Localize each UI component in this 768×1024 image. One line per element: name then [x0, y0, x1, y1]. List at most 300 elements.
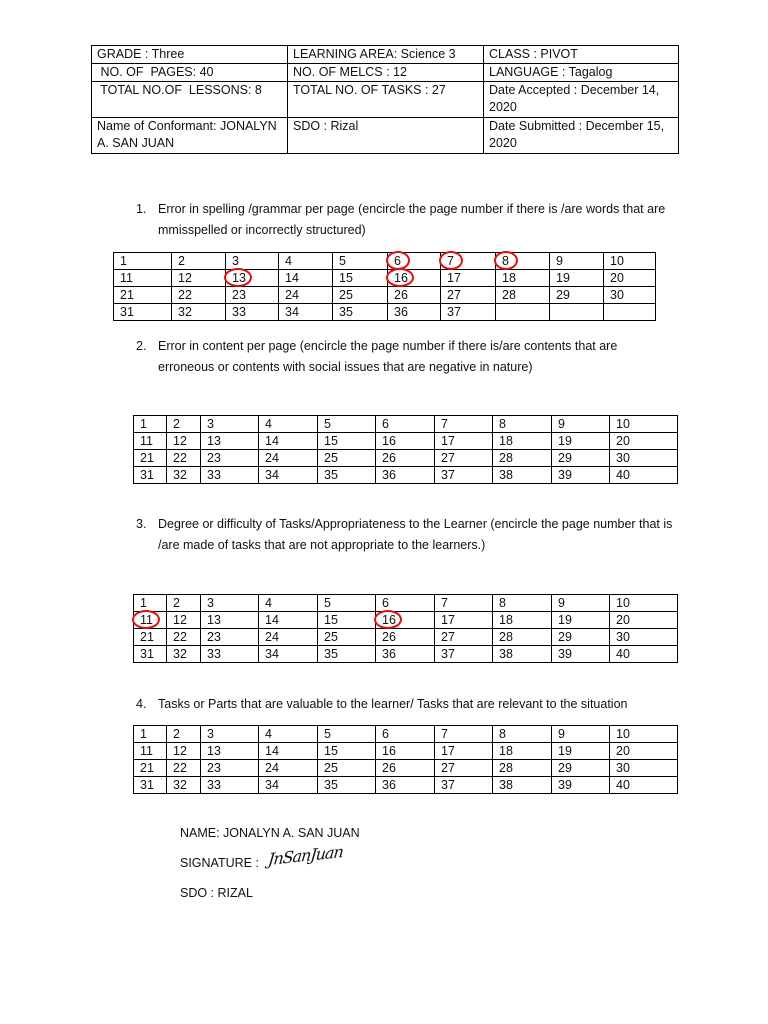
page-number-cell [259, 450, 318, 467]
page-number: 2 [173, 596, 180, 610]
page-number-cell [376, 450, 435, 467]
page-number: 24 [265, 761, 279, 775]
grid-row [134, 726, 678, 743]
page-number-cell [493, 416, 552, 433]
page-number: 35 [324, 647, 338, 661]
page-number: 18 [502, 271, 516, 285]
page-number: 34 [265, 468, 279, 482]
page-number: 29 [556, 288, 570, 302]
page-number-cell [134, 743, 167, 760]
page-number: 38 [499, 468, 513, 482]
page-number-cell [259, 743, 318, 760]
page-number-cell [134, 595, 167, 612]
page-number-cell [333, 304, 388, 321]
language-cell: LANGUAGE : Tagalog [484, 64, 679, 82]
page-number: 26 [382, 451, 396, 465]
page-number: 23 [232, 288, 246, 302]
page-number-cell [167, 726, 201, 743]
page-number: 14 [265, 434, 279, 448]
page-number-cell [167, 433, 201, 450]
page-number: 25 [324, 630, 338, 644]
page-number: 27 [441, 761, 455, 775]
page-number-cell [226, 253, 279, 270]
page-number-cell [496, 287, 550, 304]
page-number-cell [134, 726, 167, 743]
page-number-cell [201, 726, 259, 743]
page-number-cell [259, 777, 318, 794]
header-table [91, 45, 679, 154]
page-number: 11 [140, 613, 153, 627]
page-number-cell [318, 777, 376, 794]
page-number-cell [259, 467, 318, 484]
page-number: 10 [610, 254, 624, 268]
page-number: 22 [173, 451, 187, 465]
section-3-question [136, 514, 681, 556]
page-number-cell [441, 253, 496, 270]
page-number-cell [493, 777, 552, 794]
page-number: 21 [140, 451, 154, 465]
page-number-cell [172, 253, 226, 270]
page-number: 13 [207, 613, 221, 627]
page-number: 32 [173, 647, 187, 661]
page-number: 37 [441, 468, 455, 482]
page-number: 40 [616, 647, 630, 661]
page-number: 27 [447, 288, 461, 302]
sdo-cell: SDO : Rizal [288, 118, 484, 154]
page-number: 30 [610, 288, 624, 302]
page-number: 19 [558, 744, 572, 758]
page-number: 28 [499, 761, 513, 775]
page-number: 38 [499, 778, 513, 792]
page-number: 5 [339, 254, 346, 268]
page-number: 14 [265, 613, 279, 627]
page-number: 23 [207, 630, 221, 644]
conformant-cell: Name of Conformant: JONALYN A. SAN JUAN [92, 118, 288, 154]
page-number-cell [333, 253, 388, 270]
page-number-cell [134, 433, 167, 450]
page-number-cell [259, 646, 318, 663]
page-number-cell [167, 612, 201, 629]
page-number-cell [114, 253, 172, 270]
page-number: 4 [285, 254, 292, 268]
page-number: 6 [382, 417, 389, 431]
page-number: 20 [616, 434, 630, 448]
page-number: 31 [140, 468, 154, 482]
page-number: 5 [324, 596, 331, 610]
page-number: 10 [616, 417, 630, 431]
page-number-cell [167, 760, 201, 777]
date-accepted-cell: Date Accepted : December 14, 2020 [484, 82, 679, 118]
page-number: 25 [324, 761, 338, 775]
page-number-cell [201, 646, 259, 663]
page-number-cell [610, 433, 678, 450]
section-1-question [136, 199, 676, 241]
page-number: 31 [120, 305, 134, 319]
page-number: 24 [285, 288, 299, 302]
page-number: 23 [207, 761, 221, 775]
page-number-cell [376, 646, 435, 663]
page-number: 5 [324, 417, 331, 431]
page-number: 15 [339, 271, 353, 285]
page-number-cell [376, 726, 435, 743]
page-number-cell [279, 253, 333, 270]
page-number: 3 [207, 417, 214, 431]
page-number: 19 [558, 434, 572, 448]
page-number: 4 [265, 596, 272, 610]
page-number-cell [388, 270, 441, 287]
page-number-cell [552, 743, 610, 760]
page-number-cell [435, 595, 493, 612]
grid-row [134, 595, 678, 612]
page-number-cell [604, 287, 656, 304]
page-number-cell [441, 304, 496, 321]
page-number: 34 [265, 647, 279, 661]
page-number: 14 [265, 744, 279, 758]
page-number: 12 [173, 613, 187, 627]
page-number: 18 [499, 434, 513, 448]
page-number-cell [134, 416, 167, 433]
page-number-cell [333, 270, 388, 287]
page-number-cell [318, 726, 376, 743]
page-number-cell [493, 612, 552, 629]
section-text: Error in content per page (encircle the page number if there is/are contents that are erroneous or contents with social issues that are negative in nature) [158, 339, 618, 374]
page-number-cell [201, 595, 259, 612]
page-number: 24 [265, 451, 279, 465]
page-number: 13 [207, 434, 221, 448]
page-number: 1 [140, 727, 147, 741]
page-number: 5 [324, 727, 331, 741]
page-number: 28 [499, 630, 513, 644]
page-number: 35 [324, 468, 338, 482]
page-number-cell [388, 287, 441, 304]
page-number: 17 [441, 613, 455, 627]
page-number: 8 [499, 417, 506, 431]
page-number-cell [259, 433, 318, 450]
page-number: 3 [207, 727, 214, 741]
page-number-cell [435, 433, 493, 450]
page-number: 17 [441, 744, 455, 758]
page-number-cell [441, 270, 496, 287]
page-number-cell [493, 646, 552, 663]
section-text: Error in spelling /grammar per page (encircle the page number if there is /are words that are mmisspelled or incorrectly structured) [158, 202, 666, 237]
page-number: 25 [324, 451, 338, 465]
signature-label: SIGNATURE : [180, 856, 259, 870]
page-number-cell [552, 777, 610, 794]
page-number-cell [493, 450, 552, 467]
signature-mark: JnSanJuan [267, 841, 344, 870]
page-number: 35 [324, 778, 338, 792]
page-number: 32 [173, 778, 187, 792]
page-number: 15 [324, 434, 338, 448]
page-number: 21 [140, 761, 154, 775]
header-row [92, 82, 679, 118]
page-number-cell [610, 595, 678, 612]
grid-row [134, 646, 678, 663]
page-number-cell [552, 760, 610, 777]
section-text: Tasks or Parts that are valuable to the learner/ Tasks that are relevant to the situation [158, 697, 628, 711]
page-number-cell [318, 416, 376, 433]
page-number: 38 [499, 647, 513, 661]
page-number-cell [604, 253, 656, 270]
page-number: 8 [502, 254, 509, 268]
page-number-cell [259, 612, 318, 629]
page-number-cell [201, 433, 259, 450]
learning-area-cell: LEARNING AREA: Science 3 [288, 46, 484, 64]
page-number: 9 [556, 254, 563, 268]
page-number-cell [435, 629, 493, 646]
page-number: 22 [173, 761, 187, 775]
page-number: 16 [382, 613, 396, 627]
page-number-cell [134, 646, 167, 663]
page-number: 29 [558, 761, 572, 775]
page-number-cell [376, 743, 435, 760]
page-grid-3 [133, 594, 678, 663]
page-number: 30 [616, 630, 630, 644]
page-number-cell [172, 270, 226, 287]
page-number: 33 [207, 778, 221, 792]
page-number: 2 [173, 727, 180, 741]
page-number: 36 [382, 778, 396, 792]
page-number-cell [435, 743, 493, 760]
page-number: 25 [339, 288, 353, 302]
page-number: 15 [324, 744, 338, 758]
page-number-cell [376, 760, 435, 777]
page-number-cell [318, 467, 376, 484]
page-number-cell [435, 416, 493, 433]
page-number-cell [435, 467, 493, 484]
page-number-cell [167, 646, 201, 663]
page-number: 19 [556, 271, 570, 285]
page-number-cell [493, 629, 552, 646]
page-number: 27 [441, 630, 455, 644]
page-number-cell [318, 760, 376, 777]
sdo-line: SDO : RIZAL [180, 886, 253, 900]
page-number-cell [259, 629, 318, 646]
grade-cell: GRADE : Three [92, 46, 288, 64]
page-number: 29 [558, 451, 572, 465]
page-number: 26 [382, 761, 396, 775]
page-number: 1 [140, 417, 147, 431]
page-number: 34 [265, 778, 279, 792]
page-number-cell [496, 253, 550, 270]
page-number-cell [376, 777, 435, 794]
page-number-cell [552, 416, 610, 433]
page-number: 12 [173, 434, 187, 448]
page-number-cell [610, 450, 678, 467]
page-number: 23 [207, 451, 221, 465]
pages-cell: NO. OF PAGES: 40 [92, 64, 288, 82]
page-number-cell [552, 646, 610, 663]
page-number: 6 [394, 254, 401, 268]
page-number: 32 [173, 468, 187, 482]
page-number-cell [167, 467, 201, 484]
page-number: 20 [616, 744, 630, 758]
page-number-cell [435, 777, 493, 794]
grid-row [114, 270, 656, 287]
page-number: 30 [616, 451, 630, 465]
page-number: 11 [140, 434, 153, 448]
page-number: 16 [394, 271, 408, 285]
grid-row [134, 760, 678, 777]
page-number: 21 [140, 630, 154, 644]
grid-row [134, 612, 678, 629]
page-number-cell [552, 629, 610, 646]
page-number: 17 [447, 271, 461, 285]
page-number: 1 [120, 254, 127, 268]
page-number-cell [388, 253, 441, 270]
page-grid-4 [133, 725, 678, 794]
page-number-cell [201, 467, 259, 484]
page-number: 17 [441, 434, 455, 448]
page-number: 36 [382, 468, 396, 482]
page-number: 24 [265, 630, 279, 644]
section-text: Degree or difficulty of Tasks/Appropriateness to the Learner (encircle the page number that is /are made of tasks that are not appropriate to the learners.) [158, 517, 673, 552]
section-number: 4. [136, 697, 147, 711]
page-number-cell [279, 287, 333, 304]
page-number-cell [167, 777, 201, 794]
page-grid-1 [113, 252, 656, 321]
page-number-cell [172, 287, 226, 304]
page-number-cell [435, 760, 493, 777]
header-row [92, 46, 679, 64]
page-number: 11 [140, 744, 153, 758]
page-number: 40 [616, 778, 630, 792]
page-number-cell [201, 450, 259, 467]
page-number: 1 [140, 596, 147, 610]
page-number: 37 [441, 778, 455, 792]
page-number: 26 [394, 288, 408, 302]
section-number: 3. [136, 517, 147, 531]
page-number-cell [226, 287, 279, 304]
page-number-cell [167, 416, 201, 433]
grid-row [134, 433, 678, 450]
page-number: 6 [382, 727, 389, 741]
page-number-cell [167, 450, 201, 467]
page-number-cell [493, 433, 552, 450]
page-number-cell [167, 743, 201, 760]
page-number: 22 [178, 288, 192, 302]
page-number-cell [134, 629, 167, 646]
page-number-cell [610, 777, 678, 794]
page-number-cell [376, 612, 435, 629]
page-number: 18 [499, 744, 513, 758]
page-number-cell [610, 726, 678, 743]
page-number: 35 [339, 305, 353, 319]
section-4-question [136, 694, 681, 715]
page-number-cell [318, 646, 376, 663]
page-number-cell [201, 777, 259, 794]
page-number: 39 [558, 468, 572, 482]
page-number-cell [134, 450, 167, 467]
page-number-cell [388, 304, 441, 321]
page-number: 2 [173, 417, 180, 431]
page-number-cell [279, 270, 333, 287]
page-number-cell [318, 629, 376, 646]
page-number: 37 [447, 305, 461, 319]
page-number-cell [201, 612, 259, 629]
page-number-cell [550, 304, 604, 321]
page-number-cell [376, 416, 435, 433]
grid-row [114, 304, 656, 321]
melcs-cell: NO. OF MELCS : 12 [288, 64, 484, 82]
page-number-cell [610, 416, 678, 433]
page-number: 20 [610, 271, 624, 285]
page-number-cell [114, 287, 172, 304]
page-number: 26 [382, 630, 396, 644]
page-number-cell [376, 467, 435, 484]
class-cell: CLASS : PIVOT [484, 46, 679, 64]
section-2-question [136, 336, 676, 378]
page-number-cell [376, 433, 435, 450]
page-number-cell [376, 595, 435, 612]
page-number: 10 [616, 596, 630, 610]
page-number-cell [172, 304, 226, 321]
page-number: 39 [558, 778, 572, 792]
page-number: 13 [232, 271, 246, 285]
page-number: 9 [558, 596, 565, 610]
page-number-cell [550, 287, 604, 304]
page-number: 19 [558, 613, 572, 627]
page-number-cell [493, 726, 552, 743]
tasks-cell: TOTAL NO. OF TASKS : 27 [288, 82, 484, 118]
page-number: 33 [232, 305, 246, 319]
page-number-cell [201, 760, 259, 777]
page-number-cell [201, 416, 259, 433]
page-number-cell [496, 304, 550, 321]
name-line: NAME: JONALYN A. SAN JUAN [180, 826, 360, 840]
header-row [92, 118, 679, 154]
page-number-cell [435, 646, 493, 663]
page-number: 29 [558, 630, 572, 644]
page-number-cell [318, 433, 376, 450]
page-number: 30 [616, 761, 630, 775]
page-number-cell [610, 629, 678, 646]
page-number-cell [552, 726, 610, 743]
page-number-cell [134, 467, 167, 484]
page-number: 9 [558, 417, 565, 431]
page-number-cell [552, 467, 610, 484]
page-number-cell [604, 304, 656, 321]
grid-row [134, 743, 678, 760]
page-number-cell [167, 629, 201, 646]
section-number: 2. [136, 339, 147, 353]
page-number: 21 [120, 288, 134, 302]
page-number-cell [259, 416, 318, 433]
page-number-cell [610, 467, 678, 484]
page-number-cell [318, 743, 376, 760]
page-number: 11 [120, 271, 133, 285]
page-number-cell [493, 760, 552, 777]
page-number: 37 [441, 647, 455, 661]
page-number-cell [552, 450, 610, 467]
page-number: 7 [441, 727, 448, 741]
page-number: 20 [616, 613, 630, 627]
page-number-cell [259, 726, 318, 743]
page-number-cell [318, 612, 376, 629]
page-number: 16 [382, 434, 396, 448]
page-number: 3 [207, 596, 214, 610]
page-number: 15 [324, 613, 338, 627]
page-number: 12 [173, 744, 187, 758]
page-number: 16 [382, 744, 396, 758]
page-number-cell [318, 595, 376, 612]
page-number-cell [441, 287, 496, 304]
page-number: 2 [178, 254, 185, 268]
header-row [92, 64, 679, 82]
page-number-cell [201, 629, 259, 646]
page-number: 34 [285, 305, 299, 319]
page-number-cell [435, 450, 493, 467]
